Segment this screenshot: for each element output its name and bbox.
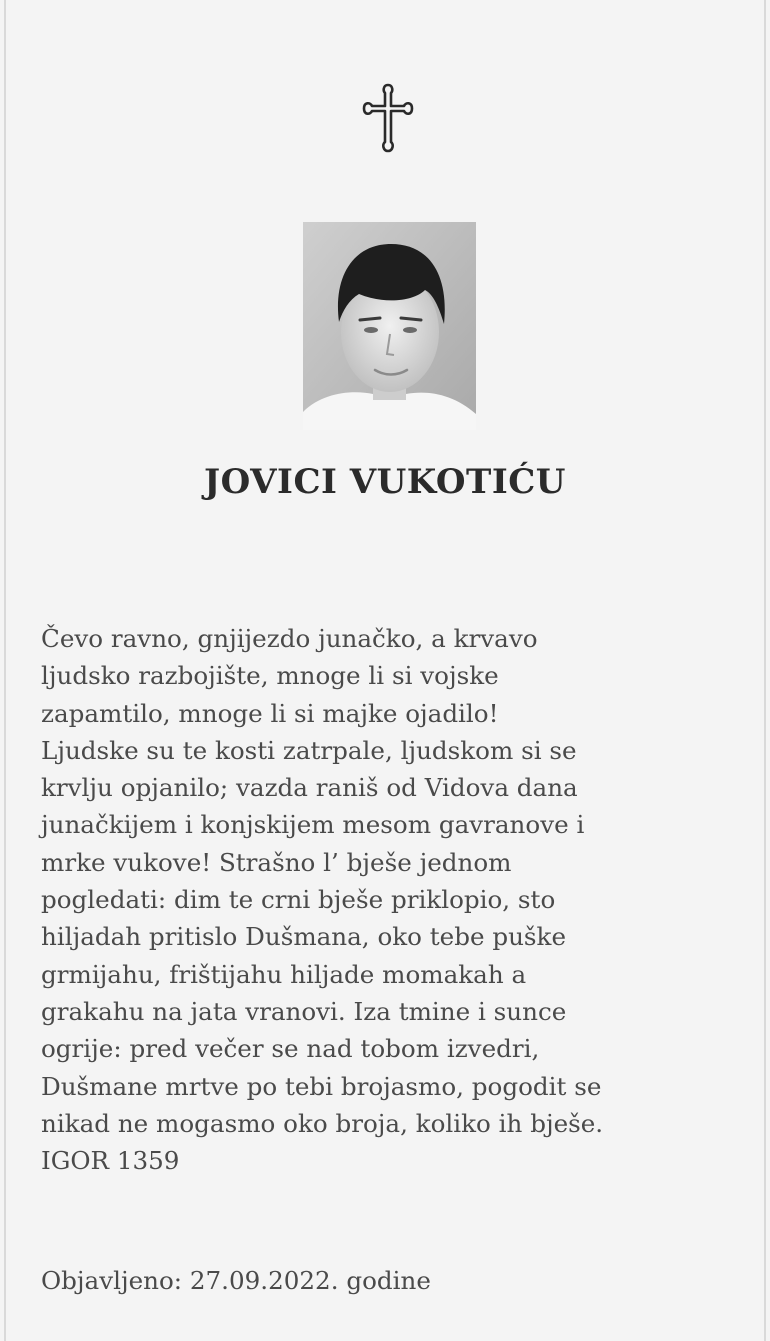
published-date: Objavljeno: 27.09.2022. godine [41, 1266, 431, 1295]
obituary-card [4, 0, 766, 1341]
portrait-photo [303, 222, 476, 430]
cross-icon [358, 82, 418, 154]
notice-text: Čevo ravno, gnjijezdo junačko, a krvavo ljudsko razbojište, mnoge li si vojske zapamtilo, mnoge li si majke ojadilo! Ljudske su te kosti zatrpale, ljudskom si se krvlju opjanilo; vazda raniš od Vidova dana junačkijem i konjskijem mesom gavranove i mrke vukove! Strašno l’ bješe jednom pogledati: dim te crni bješe priklopio, sto hiljadah pritislo Dušmana, oko tebe puške grmijahu, frištijahu hiljade momakah a grakahu na jata vranovi. Iza tmine i sunce ogrije: pred večer se nad tobom izvedri, Dušmane mrtve po tebi brojasmo, pogodit se nikad ne mogasmo oko broja, koliko ih bješe. IGOR 1359 [41, 624, 604, 1176]
deceased-name: JOVICI VUKOTIĆU [204, 462, 566, 502]
